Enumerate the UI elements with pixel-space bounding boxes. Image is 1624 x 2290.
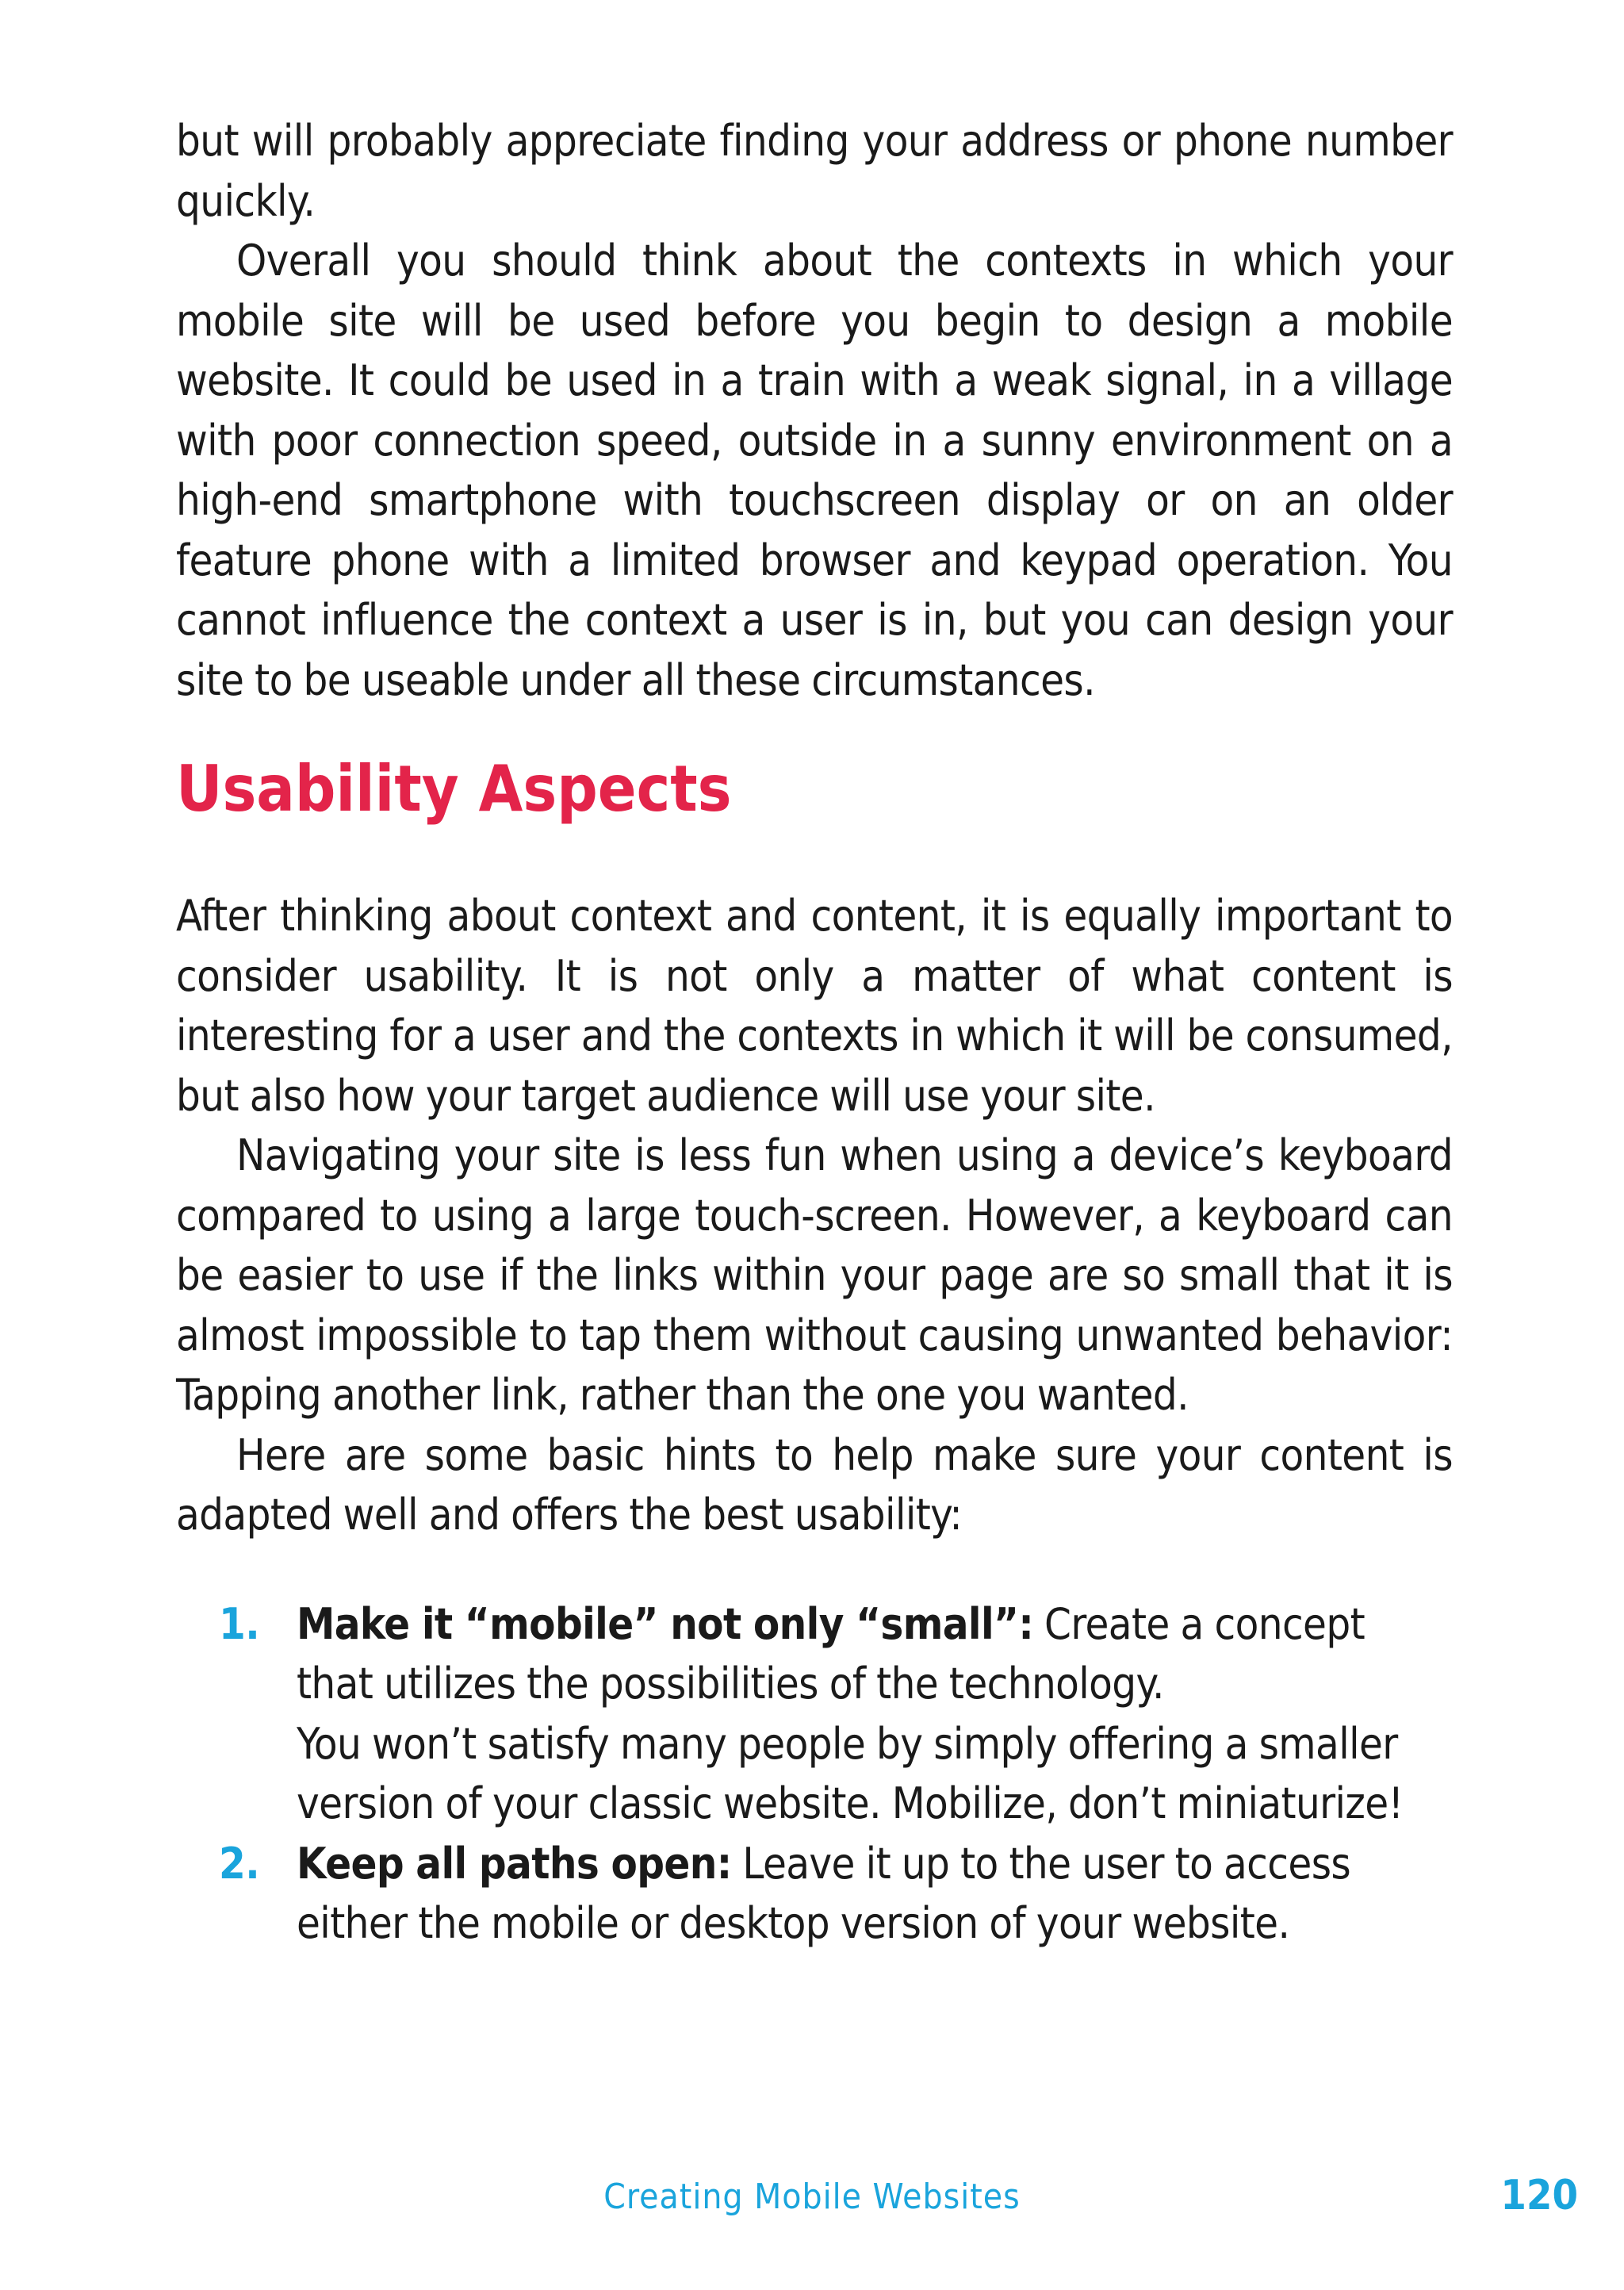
section-heading: Usability Aspects [176,752,732,826]
paragraph-continued: but will probably appreciate finding your address or phone number quickly. [176,116,1453,226]
list-item [176,1834,1453,1954]
list-item [176,1594,1453,1834]
list-item-lead: Make it “mobile” not only “small”: [297,1598,1034,1649]
list-item-lead: Keep all paths open: [297,1838,732,1889]
list-number: 1. [219,1598,260,1649]
hints-list [176,1594,1453,1954]
running-footer-title: Creating Mobile Websites [603,2177,1021,2217]
page-number: 120 [1500,2172,1578,2219]
paragraph-usability-intro: After thinking about context and content, it is equally important to consider usability. It is not only a matter of what content is interesting for a user and the contexts in which it will be consumed, but also how your target audience will use your site. [176,891,1453,1121]
list-item-text: Create a concept that utilizes the possibilities of the technology. [297,1598,1365,1709]
list-number: 2. [219,1838,260,1889]
page-content [176,111,1453,1954]
list-item-text: Leave it up to the user to access either the mobile or desktop version of your website. [297,1838,1351,1948]
paragraph-navigation: Navigating your site is less fun when using a device’s keyboard compared to using a large touch-screen. However, a keyboard can be easier to use if the links within your page are so small that it is almost impossible to tap them without causing unwanted behavior: Tapping another link, rather than the one you wanted. [176,1130,1453,1420]
list-item-text-continued: You won’t satisfy many people by simply offering a smaller version of your classic website. Mobilize, don’t miniaturize! [297,1718,1404,1828]
paragraph-hints-intro: Here are some basic hints to help make sure your content is adapted well and offers the best usability: [176,1429,1453,1540]
paragraph-contexts: Overall you should think about the contexts in which your mobile site will be used before you begin to design a mobile website. It could be used in a train with a weak signal, in a village with poor connection speed, outside in a sunny environment on a high-end smartphone with touchscreen display or on an older feature phone with a limited browser and keypad operation. You cannot influence the context a user is in, but you can design your site to be useable under all these circumstances. [176,236,1453,705]
